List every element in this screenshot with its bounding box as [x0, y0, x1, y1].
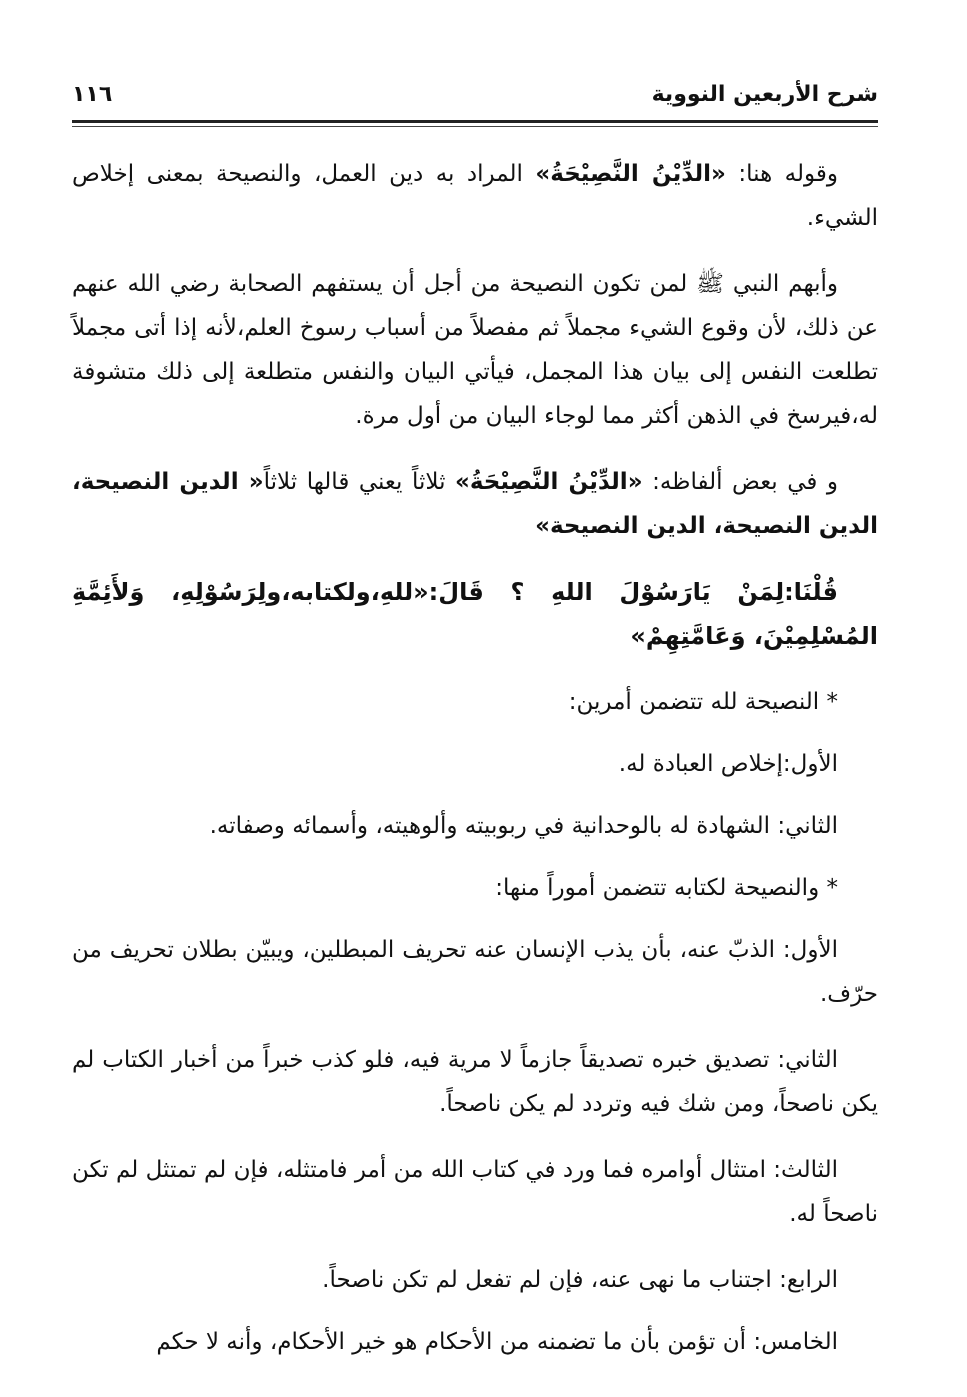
text-run: ثلاثاً يعني قالها ثلاثاً	[263, 469, 455, 495]
paragraph: وأبهم النبي ﷺ لمن تكون النصيحة من أجل أن يستفهم الصحابة رضي الله عنهم عن ذلك، لأن وقوع الشيء مجملاً ثم مفصلاً من أسباب رسوخ العلم،لأنه إذا أتى مجملاً تطلعت النفس إلى بيان هذا المجمل، فيأتي البيان والنفس متطلعة إلى ذلك متشوفة له،فيرسخ في الذهن أكثر مما لوجاء البيان من أول مرة.	[72, 271, 878, 429]
hadith-text: قُلْنَا:لِمَنْ يَارَسُوْلَ اللهِ ؟ قَالَ:«للهِ،ولكتابه،ولِرَسُوْلِهِ، وَلأَئِمَّةِ المُسْلِمِيْنَ، وَعَامَّتِهِمْ»	[72, 578, 878, 650]
paragraph	[72, 460, 878, 548]
text-run: المراد به دين العمل، والنصيحة بمعنى إخلاص الشيء.	[72, 161, 878, 231]
list-item: الثالث: امتثال أوامره فما ورد في كتاب الله من أمر فامتثله، فإن لم تمتثل لم تكن ناصحاً له.	[72, 1157, 878, 1227]
text-run: و في بعض ألفاظه:	[642, 469, 838, 495]
list-item: الثاني: تصديق خبره تصديقاً جازماً لا مرية فيه، فلو كذب خبراً من أخبار الكتاب لم يكن ناصحاً، ومن شك فيه وتردد لم يكن ناصحاً.	[72, 1047, 878, 1117]
hadith-quote: «الدِّيْنُ النَّصِيْحَةُ»	[535, 161, 726, 187]
header-rule	[72, 120, 878, 127]
list-item: الأول:إخلاص العبادة له.	[618, 751, 838, 777]
paragraph	[72, 152, 878, 240]
text-run: وقوله هنا:	[725, 161, 838, 187]
list-item: الأول: الذبّ عنه، بأن يذب الإنسان عنه تحريف المبطلين، ويبيّن بطلان تحريف من حرّف.	[72, 937, 878, 1007]
hadith-quote: « الدين النصيحة، الدين النصيحة، الدين النصيحة»	[72, 469, 878, 539]
hadith-quote: «الدِّيْنُ النَّصِيْحَةُ»	[455, 469, 643, 495]
page-body	[72, 152, 878, 1386]
page-header	[72, 78, 878, 118]
section-heading: * والنصيحة لكتابه تتضمن أموراً منها:	[495, 875, 838, 901]
list-item: الرابع: اجتناب ما نهى عنه، فإن لم تفعل لم تكن ناصحاً.	[322, 1267, 838, 1293]
running-title: شرح الأربعين النووية	[651, 82, 878, 107]
list-item: الخامس: أن تؤمن بأن ما تضمنه من الأحكام هو خير الأحكام، وأنه لا حكم	[156, 1329, 838, 1355]
list-item: الثاني: الشهادة له بالوحدانية في ربوبيته وألوهيته، وأسمائه وصفاته.	[209, 813, 838, 839]
page-number: ١١٦	[72, 82, 113, 107]
section-heading: * النصيحة لله تتضمن أمرين:	[568, 689, 838, 715]
